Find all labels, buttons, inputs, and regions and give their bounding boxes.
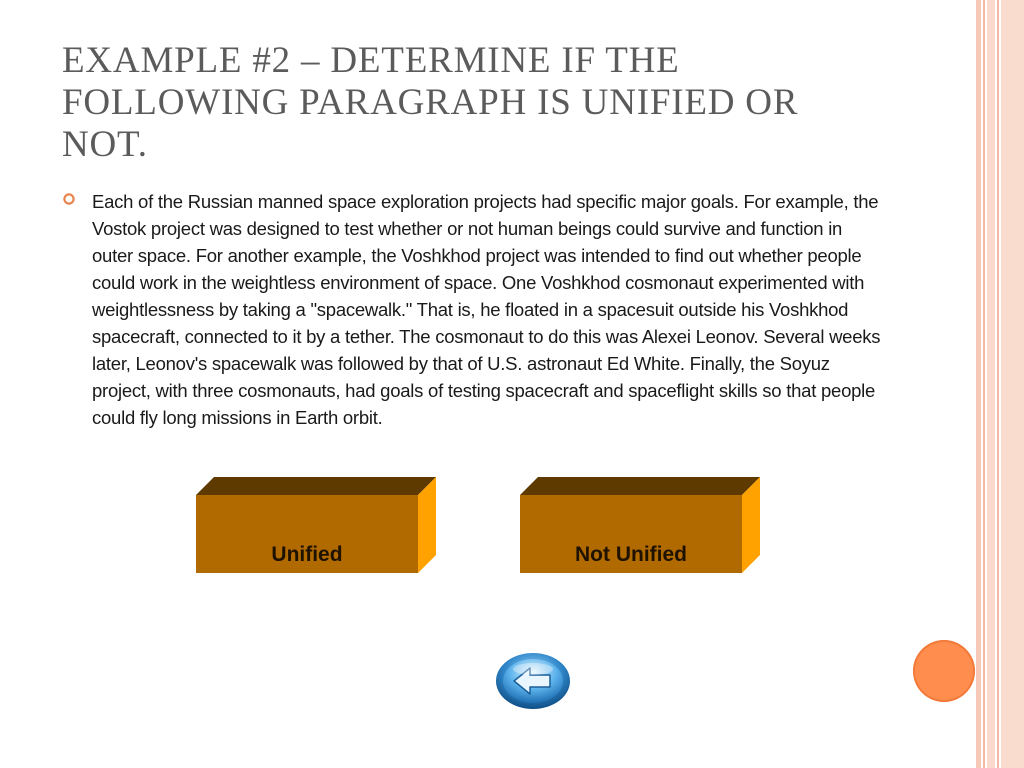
decorative-stripe: [1001, 0, 1024, 768]
decorative-stripe: [997, 0, 999, 768]
slide-title: EXAMPLE #2 – DETERMINE IF THE FOLLOWING PARAGRAPH IS UNIFIED OR NOT.: [62, 40, 799, 165]
unified-button[interactable]: [196, 477, 436, 573]
example-paragraph: Each of the Russian manned space exploration projects had specific major goals. For example, the Vostok project was designed to test whether or not human beings could survive and function in outer space. For another example, the Voshkhod project was intended to find out whether people could work in the weightless environment of space. One Voshkhod cosmonaut experimented with weightlessness by taking a "spacewalk." That is, he floated in a spacesuit outside his Voshkhod spacecraft, connected to it by a tether. The cosmonaut to do this was Alexei Leonov. Several weeks later, Leonov's spacewalk was followed by that of U.S. astronaut Ed White. Finally, the Soyuz project, with three cosmonauts, had goals of testing spacecraft and spaceflight skills so that people could fly long missions in Earth orbit.: [92, 191, 881, 428]
decorative-stripe: [983, 0, 985, 768]
decorative-stripe: [976, 0, 981, 768]
hollow-circle-bullet-icon: [62, 192, 76, 206]
back-button[interactable]: [494, 650, 572, 712]
not-unified-button[interactable]: [520, 477, 760, 573]
decorative-stripe: [987, 0, 995, 768]
not-unified-button-label: Not Unified: [575, 543, 687, 566]
back-arrow-icon: [494, 650, 572, 712]
decorative-circle: [913, 640, 975, 702]
unified-button-label: Unified: [271, 543, 343, 566]
